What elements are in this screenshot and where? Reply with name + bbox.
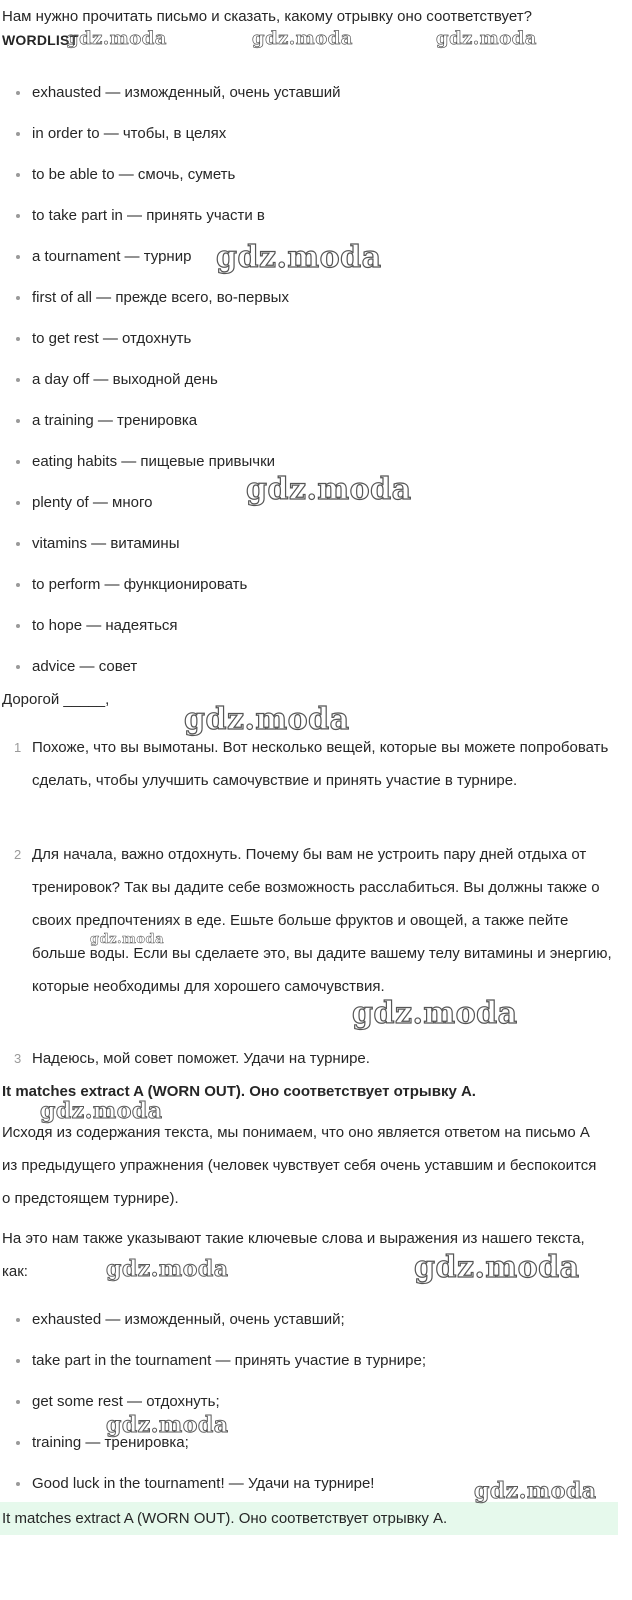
bullet-icon [16, 665, 20, 669]
watermark-logo: gdz.moda [106, 1256, 229, 1282]
bullet-icon [16, 173, 20, 177]
paragraph-text: Для начала, важно отдохнуть. Почему бы вам не устроить пару дней отдыха от тренировок? Так вы дадите себе возможность расслабиться. Вы должны также о своих предпочтениях в еде. Ешьте больше фруктов и овощей, а также пейте больше воды. Если вы сделаете это, вы дадите вашему телу витамины и энергию, которые необходимы для хорошего самочувствия. [32, 846, 612, 995]
keywords-intro: На это нам также указывают такие ключевые слова и выражения из нашего текста, как: [2, 1230, 585, 1280]
paragraph-number: 1 [14, 740, 22, 755]
letter-greeting: Дорогой _____, [2, 691, 110, 708]
bullet-icon [16, 214, 20, 218]
bullet-icon [16, 1359, 20, 1363]
watermark-logo: gdz.moda [66, 28, 167, 49]
letter-paragraph [0, 1042, 610, 1075]
bullet-icon [16, 419, 20, 423]
watermark-logo: gdz.moda [246, 472, 412, 507]
bullet-icon [16, 337, 20, 341]
paragraph-text: Надеюсь, мой совет поможет. Удачи на турнире. [32, 1050, 370, 1067]
watermark-logo: gdz.moda [40, 1098, 163, 1124]
watermark-logo: gdz.moda [90, 932, 165, 947]
answer-text: It matches extract A (WORN OUT). Оно соответствует отрывку A. [2, 1510, 448, 1527]
bullet-icon [16, 501, 20, 505]
answer-box [0, 1502, 618, 1535]
bullet-icon [16, 91, 20, 95]
paragraph-number: 3 [14, 1051, 22, 1066]
wordlist-heading: WORDLIST [2, 32, 79, 48]
watermark-logo: gdz.moda [106, 1412, 229, 1438]
bullet-icon [16, 1441, 20, 1445]
match-statement: It matches extract A (WORN OUT). Оно соответствует отрывку A. [2, 1083, 476, 1100]
watermark-logo: gdz.moda [352, 996, 518, 1031]
bullet-icon [16, 1318, 20, 1322]
bullet-icon [16, 460, 20, 464]
watermark-logo: gdz.moda [216, 240, 382, 275]
bullet-icon [16, 1482, 20, 1486]
bullet-icon [16, 255, 20, 259]
bullet-icon [16, 583, 20, 587]
bullet-icon [16, 1400, 20, 1404]
watermark-logo: gdz.moda [414, 1250, 580, 1285]
watermark-logo: gdz.moda [252, 28, 353, 49]
paragraph-text: Похоже, что вы вымотаны. Вот несколько вещей, которые вы можете попробовать сделать, чтобы улучшить самочувствие и принять участие в турнире. [32, 739, 609, 789]
watermark-logo: gdz.moda [436, 28, 537, 49]
explanation-text: Исходя из содержания текста, мы понимаем, что оно является ответом на письмо A из предыдущего упражнения (человек чувствует себя очень уставшим и беспокоится о предстоящем турнире). [2, 1124, 597, 1207]
bullet-icon [16, 542, 20, 546]
watermark-logo: gdz.moda [474, 1478, 597, 1504]
paragraph-number: 2 [14, 847, 22, 862]
bullet-icon [16, 296, 20, 300]
letter-paragraph [0, 731, 610, 830]
bullet-icon [16, 378, 20, 382]
bullet-icon [16, 132, 20, 136]
watermark-logo: gdz.moda [184, 702, 350, 737]
intro-text: Нам нужно прочитать письмо и сказать, какому отрывку оно соответствует? [2, 8, 532, 25]
bullet-icon [16, 624, 20, 628]
